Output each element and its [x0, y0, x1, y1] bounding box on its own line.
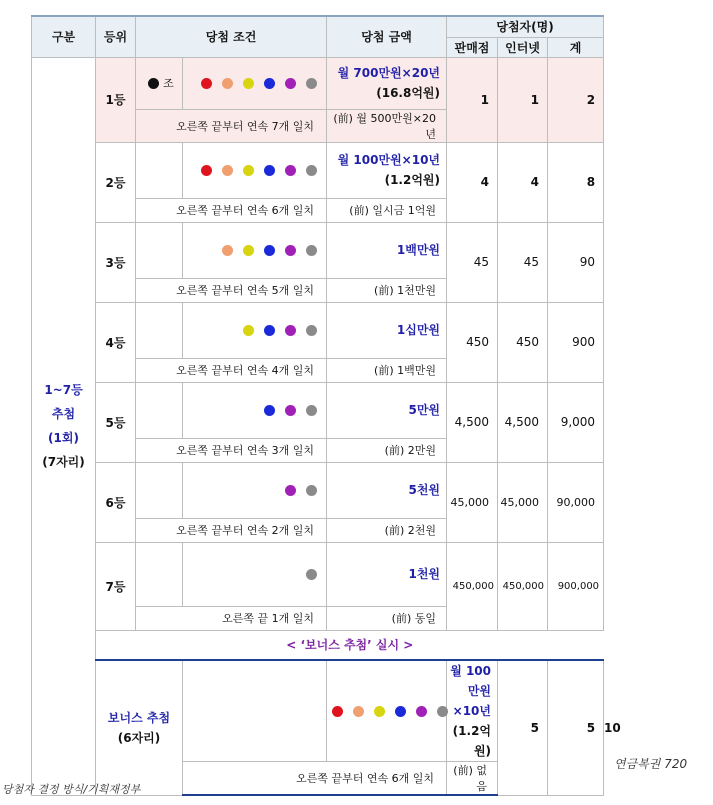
- total-count: 90,000: [548, 462, 604, 542]
- amount-note: (前) 2천원: [327, 518, 447, 542]
- group-label: 조: [163, 77, 174, 90]
- condition-text: 오른쪽 끝부터 연속 5개 일치: [136, 278, 327, 302]
- group-cell: [136, 382, 183, 438]
- total-count: 8: [548, 142, 604, 222]
- balls-cell: [183, 542, 327, 606]
- store-count: 45: [447, 222, 498, 302]
- condition-text: 오른쪽 끝부터 연속 2개 일치: [136, 518, 327, 542]
- bonus-banner: < ‘보너스 추첨’ 실시 >: [96, 630, 604, 660]
- category-cell: [32, 57, 96, 795]
- bonus-banner-row: [32, 630, 604, 660]
- condition-text: 오른쪽 끝 1개 일치: [136, 606, 327, 630]
- amount-sub: (1.2억원): [452, 724, 492, 758]
- ball-blue: [264, 325, 275, 336]
- bonus-label-cell: [96, 660, 183, 795]
- amount-main-cell: [327, 142, 447, 198]
- group-cell: [136, 302, 183, 358]
- caption-brand: 연금복권 720: [614, 757, 688, 771]
- row-rank-5: [32, 382, 604, 438]
- group-ball: [148, 78, 159, 89]
- condition-text: 오른쪽 끝부터 연속 3개 일치: [136, 438, 327, 462]
- amount-sub: (1.2억원): [384, 173, 441, 187]
- amount-note: (前) 없음: [447, 762, 498, 796]
- amount-main-cell: [327, 57, 447, 109]
- ball-blue: [395, 706, 406, 717]
- amount-sub: (16.8억원): [376, 86, 441, 100]
- caption-source: 당첨자 결정 방식/기획재정부: [2, 783, 141, 796]
- internet-count: 4,500: [498, 382, 548, 462]
- row-rank-3: [32, 222, 604, 278]
- total-count: 900,000: [548, 542, 604, 630]
- ball-blue: [264, 165, 275, 176]
- group-cell: [136, 462, 183, 518]
- group-cell: [136, 542, 183, 606]
- condition-text: 오른쪽 끝부터 연속 7개 일치: [136, 109, 327, 142]
- ball-gray: [306, 165, 317, 176]
- ball-purple: [285, 245, 296, 256]
- internet-count: 450,000: [498, 542, 548, 630]
- total-count: 9,000: [548, 382, 604, 462]
- store-count: 45,000: [447, 462, 498, 542]
- amount-main: 1천원: [408, 567, 441, 581]
- rank-label: 4등: [96, 302, 136, 382]
- ball-gray: [306, 569, 317, 580]
- total-count: 900: [548, 302, 604, 382]
- rank-label: 7등: [96, 542, 136, 630]
- amount-main: 1십만원: [396, 323, 441, 337]
- ball-purple: [285, 165, 296, 176]
- store-count: 1: [447, 57, 498, 142]
- amount-note: (前) 일시금 1억원: [327, 198, 447, 222]
- category-line1: 1~7등: [44, 383, 83, 397]
- prize-table: [31, 15, 621, 796]
- category-line4: (7자리): [42, 455, 85, 469]
- amount-note: (前) 1백만원: [327, 358, 447, 382]
- amount-note: (前) 동일: [327, 606, 447, 630]
- ball-red: [332, 706, 343, 717]
- ball-blue: [264, 78, 275, 89]
- amount-main-cell: [327, 222, 447, 278]
- bonus-digits: (6자리): [117, 730, 161, 745]
- store-count: 5: [498, 660, 548, 795]
- ball-orange: [222, 245, 233, 256]
- ball-gray: [306, 405, 317, 416]
- internet-count: 5: [548, 660, 604, 795]
- balls-cell: [183, 302, 327, 358]
- ball-red: [201, 165, 212, 176]
- ball-yellow: [243, 325, 254, 336]
- internet-count: 450: [498, 302, 548, 382]
- total-count: 90: [548, 222, 604, 302]
- rank-label: 6등: [96, 462, 136, 542]
- header-rank: 등위: [96, 16, 136, 57]
- store-count: 4: [447, 142, 498, 222]
- ball-gray: [306, 325, 317, 336]
- balls-cell: [183, 57, 327, 109]
- balls-cell: [183, 462, 327, 518]
- internet-count: 4: [498, 142, 548, 222]
- ball-yellow: [243, 78, 254, 89]
- header-category: 구분: [32, 16, 96, 57]
- amount-main: 월 700만원×20년: [337, 66, 441, 80]
- header-row: [32, 16, 604, 37]
- condition-text: 오른쪽 끝부터 연속 6개 일치: [136, 198, 327, 222]
- amount-note: (前) 월 500만원×20년: [327, 109, 447, 142]
- store-count: 450,000: [447, 542, 498, 630]
- amount-main: 5천원: [408, 483, 441, 497]
- total-count: 2: [548, 57, 604, 142]
- group-cell: [136, 222, 183, 278]
- ball-gray: [306, 485, 317, 496]
- row-rank-4: [32, 302, 604, 358]
- ball-purple: [285, 325, 296, 336]
- row-rank-1: [32, 57, 604, 109]
- store-count: 450: [447, 302, 498, 382]
- amount-main: 월 100만원×10년: [450, 664, 492, 718]
- ball-yellow: [243, 165, 254, 176]
- ball-purple: [416, 706, 427, 717]
- ball-red: [201, 78, 212, 89]
- amount-main: 5만원: [408, 403, 441, 417]
- header-amount: 당첨 금액: [327, 16, 447, 57]
- rank-label: 5등: [96, 382, 136, 462]
- header-internet: 인터넷: [498, 37, 548, 57]
- ball-gray: [437, 706, 448, 717]
- row-bonus: 보너스 추첨 (6자리) 월 100만원×10년 (1.2억원) 5 5 10: [32, 660, 604, 762]
- ball-yellow: [374, 706, 385, 717]
- rank-label: 1등: [96, 57, 136, 142]
- internet-count: 45,000: [498, 462, 548, 542]
- header-winners: 당첨자(명): [447, 16, 604, 37]
- balls-cell: [183, 142, 327, 198]
- internet-count: 45: [498, 222, 548, 302]
- header-condition: 당첨 조건: [136, 16, 327, 57]
- header-store: 판매점: [447, 37, 498, 57]
- ball-orange: [222, 78, 233, 89]
- ball-blue: [264, 405, 275, 416]
- rank-label: 3등: [96, 222, 136, 302]
- ball-purple: [285, 78, 296, 89]
- amount-note: (前) 1천만원: [327, 278, 447, 302]
- group-cell: [183, 660, 327, 762]
- group-cell: [136, 57, 183, 109]
- ball-gray: [306, 245, 317, 256]
- amount-note: (前) 2만원: [327, 438, 447, 462]
- ball-orange: [222, 165, 233, 176]
- condition-text: 오른쪽 끝부터 연속 6개 일치: [183, 762, 447, 796]
- ball-purple: [285, 405, 296, 416]
- ball-gray: [306, 78, 317, 89]
- internet-count: 1: [498, 57, 548, 142]
- group-cell: [136, 142, 183, 198]
- amount-main-cell: [447, 660, 498, 762]
- balls-cell: [327, 660, 447, 762]
- header-total: 계: [548, 37, 604, 57]
- amount-main-cell: [327, 382, 447, 438]
- row-rank-6: [32, 462, 604, 518]
- ball-blue: [264, 245, 275, 256]
- balls-cell: [183, 222, 327, 278]
- row-rank-7: [32, 542, 604, 606]
- condition-text: 오른쪽 끝부터 연속 4개 일치: [136, 358, 327, 382]
- amount-main: 1백만원: [396, 243, 441, 257]
- category-line3: (1회): [48, 431, 79, 445]
- bonus-label: 보너스 추첨: [107, 710, 171, 725]
- row-rank-2: [32, 142, 604, 198]
- amount-main-cell: [327, 542, 447, 606]
- rank-label: 2등: [96, 142, 136, 222]
- ball-purple: [285, 485, 296, 496]
- ball-orange: [353, 706, 364, 717]
- store-count: 4,500: [447, 382, 498, 462]
- amount-main-cell: [327, 462, 447, 518]
- ball-yellow: [243, 245, 254, 256]
- amount-main-cell: [327, 302, 447, 358]
- balls-cell: [183, 382, 327, 438]
- amount-main: 월 100만원×10년: [337, 153, 441, 167]
- category-line2: 추첨: [51, 407, 76, 421]
